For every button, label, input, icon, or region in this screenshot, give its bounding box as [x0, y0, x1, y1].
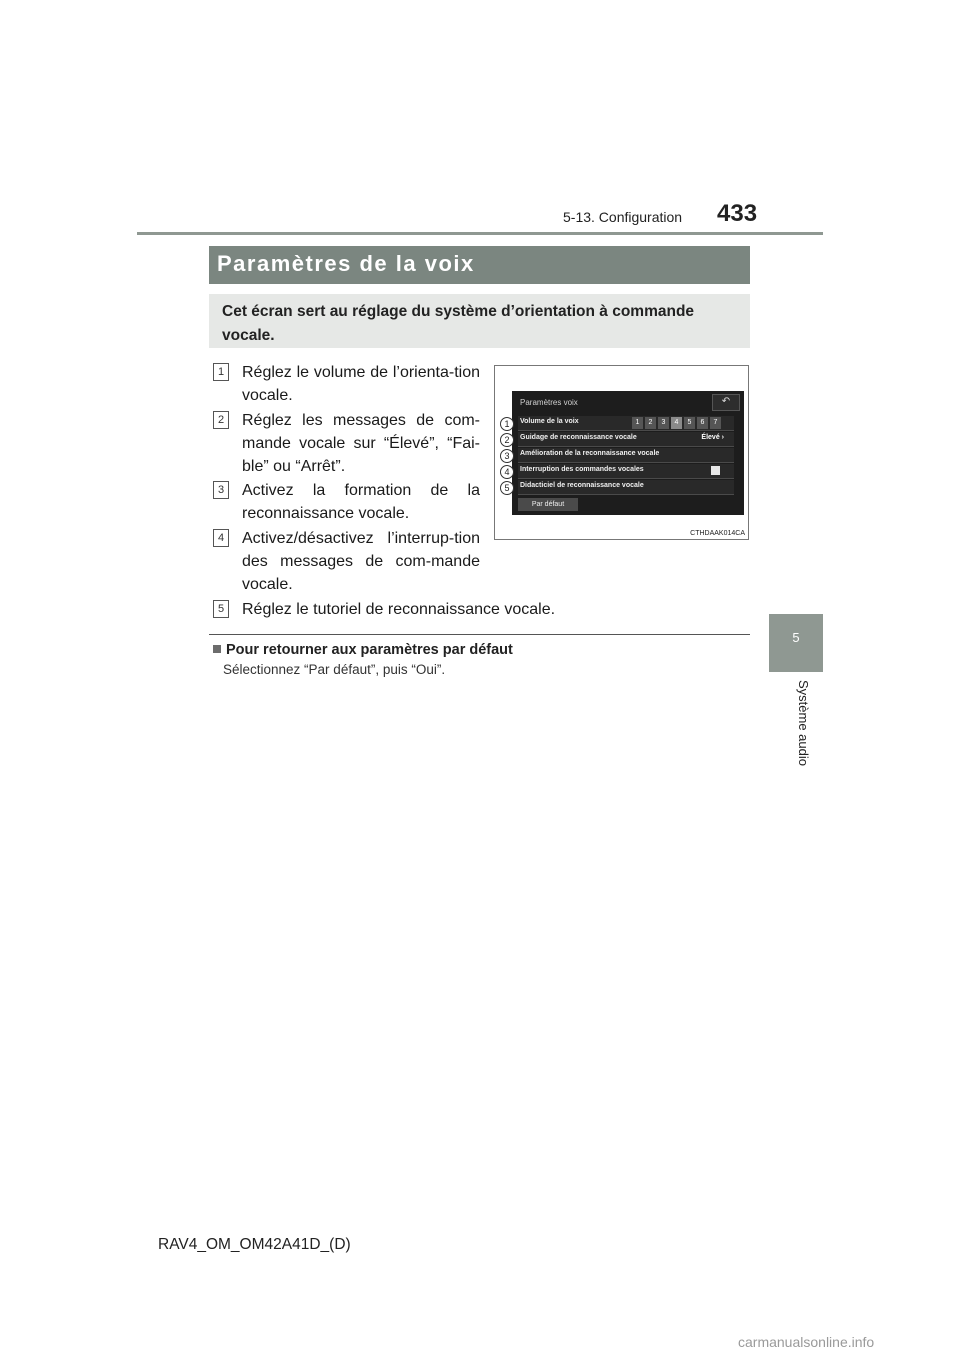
- row-label: Guidage de reconnaissance vocale: [520, 434, 637, 441]
- back-button[interactable]: [712, 394, 740, 411]
- chapter-tab-label: Système audio: [796, 680, 811, 766]
- page-number: 433: [717, 200, 758, 227]
- figure-code: CTHDAAK014CA: [690, 530, 745, 537]
- row-label: Didacticiel de reconnaissance vocale: [520, 482, 644, 489]
- section-heading: 5-13. Configuration: [563, 209, 683, 225]
- item-number-4: 4: [213, 529, 229, 547]
- callout-3: 3: [500, 449, 514, 463]
- interruption-checkbox[interactable]: [711, 466, 720, 475]
- watermark: carmanualsonline.info: [738, 1334, 875, 1350]
- intro-box: [209, 294, 750, 348]
- section-title: Paramètres de la voix: [217, 251, 475, 276]
- row-recognition-tutorial[interactable]: [518, 480, 734, 495]
- section-title-bar: [209, 246, 750, 284]
- row-label: Interruption des commandes vocales: [520, 466, 644, 473]
- row-recognition-guidance[interactable]: [518, 432, 734, 447]
- callout-2: 2: [500, 433, 514, 447]
- volume-level-5[interactable]: 5: [684, 417, 695, 429]
- item-text-2: Réglez les messages de com-mande vocale sur “Élevé”, “Fai-ble” ou “Arrêt”.: [242, 412, 480, 475]
- item-text-4: Activez/désactivez l’interrup-tion des messages de com-mande vocale.: [242, 530, 480, 593]
- row-value: Élevé ›: [701, 434, 724, 441]
- chapter-tab-number: 5: [792, 630, 800, 645]
- item-text-1: Réglez le volume de l’orienta-tion vocale.: [242, 364, 480, 404]
- row-recognition-improvement[interactable]: [518, 448, 734, 463]
- back-arrow-icon: ↶: [721, 396, 731, 407]
- note-rule: [209, 634, 750, 635]
- item-number-2: 2: [213, 411, 229, 429]
- callout-1: 1: [500, 417, 514, 431]
- note-title-text: Pour retourner aux paramètres par défaut: [226, 642, 513, 658]
- volume-level-2[interactable]: 2: [645, 417, 656, 429]
- volume-level-3[interactable]: 3: [658, 417, 669, 429]
- callout-4: 4: [500, 465, 514, 479]
- item-text-5: Réglez le tutoriel de reconnaissance vocale.: [242, 601, 556, 618]
- row-voice-volume[interactable]: [518, 416, 734, 431]
- row-command-interruption[interactable]: [518, 464, 734, 479]
- item-number-5: 5: [213, 600, 229, 618]
- voice-settings-screen: [512, 391, 744, 515]
- item-number-1: 1: [213, 363, 229, 381]
- volume-level-6[interactable]: 6: [697, 417, 708, 429]
- item-text-3: Activez la formation de la reconnaissance vocale.: [242, 482, 480, 522]
- volume-level-7[interactable]: 7: [710, 417, 721, 429]
- note-title: [213, 642, 513, 658]
- voice-settings-figure: [494, 365, 749, 540]
- volume-level-4[interactable]: 4: [671, 417, 682, 429]
- screen-title: Paramètres voix: [520, 398, 578, 407]
- callout-5: 5: [500, 481, 514, 495]
- item-number-3: 3: [213, 481, 229, 499]
- intro-text: Cet écran sert au réglage du système d’orientation à commande vocale.: [222, 303, 695, 344]
- document-code: RAV4_OM_OM42A41D_(D): [158, 1236, 351, 1253]
- note-text: Sélectionnez “Par défaut”, puis “Oui”.: [223, 662, 446, 677]
- square-bullet-icon: [213, 645, 221, 653]
- header-rule: [137, 232, 823, 235]
- default-button[interactable]: Par défaut: [518, 498, 578, 511]
- row-label: Amélioration de la reconnaissance vocale: [520, 450, 660, 457]
- row-label: Volume de la voix: [520, 418, 579, 425]
- volume-level-1[interactable]: 1: [632, 417, 643, 429]
